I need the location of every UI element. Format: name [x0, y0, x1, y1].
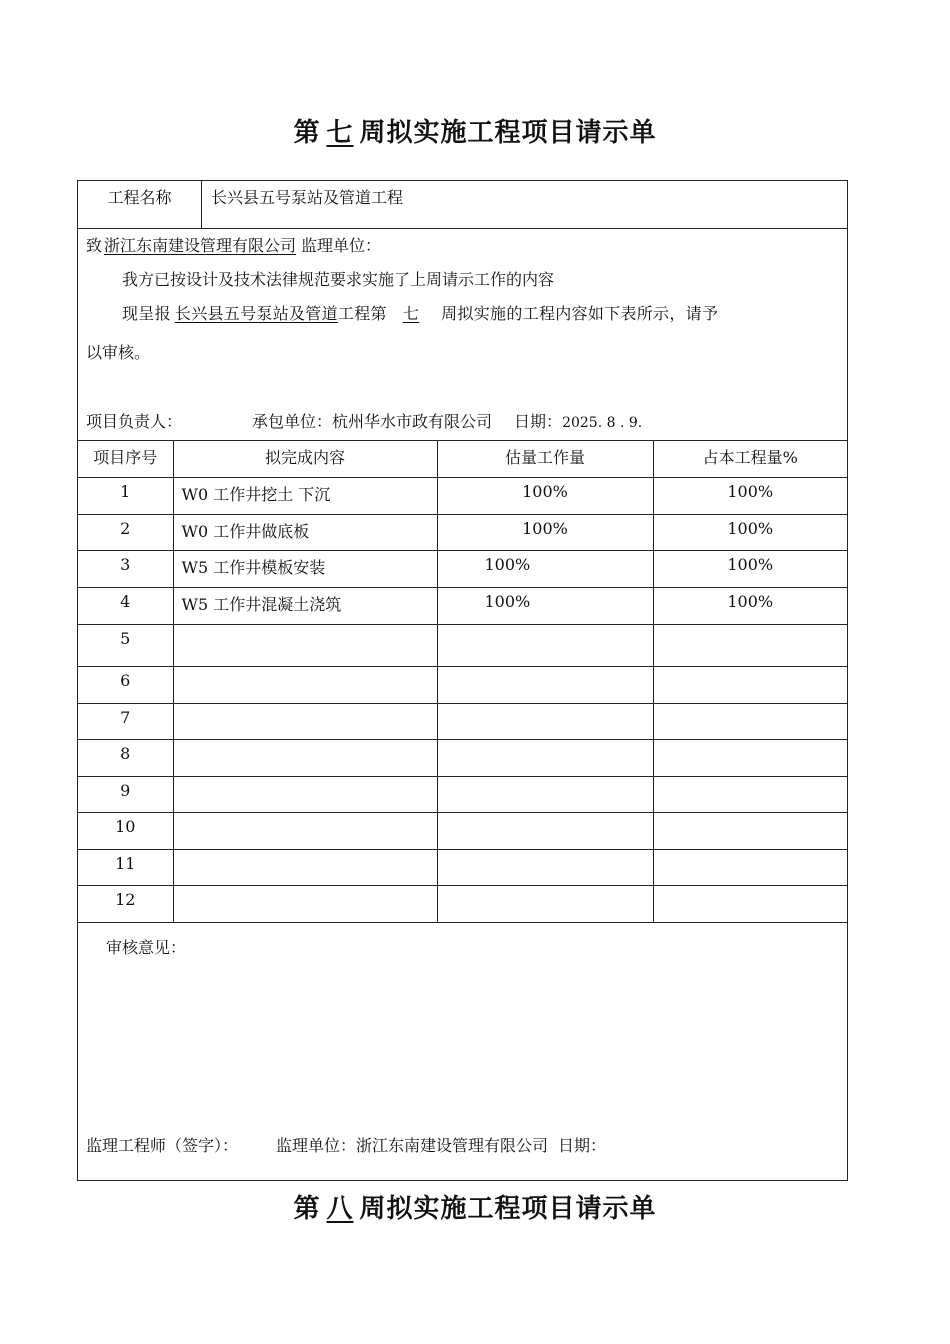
statement-line: 我方已按设计及技术法律规范要求实施了上周请示工作的内容	[122, 270, 555, 289]
table-row	[78, 885, 847, 922]
header-seq: 项目序号	[78, 441, 173, 477]
row-content	[173, 666, 437, 703]
row-seq: 7	[78, 703, 173, 739]
row-percent	[653, 885, 847, 922]
table-row	[78, 624, 847, 666]
row-seq: 8	[78, 739, 173, 776]
report-suffix: 周拟实施的工程内容如下表所示，请予	[441, 304, 719, 323]
table-row	[78, 514, 847, 550]
intro-section	[78, 229, 847, 441]
row-estimate	[437, 849, 653, 885]
next-page-title	[0, 1188, 950, 1225]
row-estimate	[437, 624, 653, 666]
review-unit-label: 监理单位：	[276, 1136, 357, 1155]
manager-label: 项目负责人：	[86, 412, 183, 431]
row-seq: 9	[78, 776, 173, 812]
row-seq: 6	[78, 666, 173, 703]
title-prefix: 第	[293, 1194, 321, 1224]
row-seq: 2	[78, 514, 173, 550]
table-header-row	[78, 441, 847, 477]
title-week-number: 七	[326, 118, 354, 148]
project-name-row	[78, 181, 847, 229]
row-content: W0 工作井做底板	[173, 514, 437, 550]
table-row	[78, 739, 847, 776]
row-content	[173, 624, 437, 666]
addressee-line	[86, 233, 381, 256]
report-line-end: 以审核。	[86, 343, 151, 362]
report-project: 长兴县五号泵站及管道	[174, 304, 338, 323]
row-content	[173, 776, 437, 812]
table-row	[78, 703, 847, 739]
row-percent	[653, 624, 847, 666]
row-estimate: 100%	[437, 514, 653, 550]
review-signature-line	[86, 1133, 606, 1156]
review-date-label: 日期：	[558, 1136, 607, 1155]
row-percent	[653, 849, 847, 885]
addressee-suffix: 监理单位：	[301, 236, 382, 255]
title-week-number: 八	[326, 1194, 354, 1224]
review-label: 审核意见：	[106, 938, 187, 957]
header-content: 拟完成内容	[173, 441, 437, 477]
page-title	[0, 112, 950, 149]
signature-line	[86, 409, 642, 432]
contractor-label: 承包单位：	[252, 412, 333, 431]
row-estimate: 100%	[437, 477, 653, 514]
row-content	[173, 849, 437, 885]
project-name-value: 长兴县五号泵站及管道工程	[211, 188, 404, 207]
table-row	[78, 550, 847, 587]
row-estimate	[437, 776, 653, 812]
addressee-prefix: 致	[86, 236, 103, 255]
row-seq: 4	[78, 587, 173, 624]
row-seq: 1	[78, 477, 173, 514]
header-estimate: 估量工作量	[437, 441, 653, 477]
row-percent	[653, 703, 847, 739]
report-week: 七	[402, 304, 420, 323]
review-unit-name: 浙江东南建设管理有限公司	[356, 1136, 549, 1155]
review-section	[78, 923, 847, 1180]
table-row	[78, 776, 847, 812]
row-content: W5 工作井模板安装	[173, 550, 437, 587]
table-row	[78, 812, 847, 849]
row-percent: 100%	[653, 587, 847, 624]
request-form	[77, 180, 848, 1181]
row-content: W0 工作井挖土 下沉	[173, 477, 437, 514]
title-suffix: 周拟实施工程项目请示单	[359, 1194, 657, 1224]
row-seq: 3	[78, 550, 173, 587]
row-estimate: 100%	[437, 587, 653, 624]
row-seq: 10	[78, 812, 173, 849]
row-seq: 5	[78, 624, 173, 666]
contractor-name: 杭州华水市政有限公司	[332, 412, 493, 431]
date-label: 日期：	[514, 412, 563, 431]
row-content	[173, 885, 437, 922]
row-percent	[653, 739, 847, 776]
row-content: W5 工作井混凝土浇筑	[173, 587, 437, 624]
row-content	[173, 703, 437, 739]
report-line	[122, 301, 718, 324]
row-percent	[653, 666, 847, 703]
report-mid: 工程第	[337, 304, 387, 323]
table-row	[78, 666, 847, 703]
row-seq: 11	[78, 849, 173, 885]
title-suffix: 周拟实施工程项目请示单	[359, 118, 657, 148]
work-items-table	[78, 441, 847, 923]
table-row	[78, 587, 847, 624]
row-estimate	[437, 812, 653, 849]
report-prefix: 现呈报	[122, 304, 171, 323]
row-estimate	[437, 666, 653, 703]
project-name-label: 工程名称	[78, 181, 202, 228]
title-prefix: 第	[293, 118, 321, 148]
row-estimate	[437, 739, 653, 776]
row-estimate: 100%	[437, 550, 653, 587]
row-percent: 100%	[653, 550, 847, 587]
engineer-label: 监理工程师（签字）：	[86, 1136, 239, 1155]
table-row	[78, 477, 847, 514]
row-estimate	[437, 885, 653, 922]
row-percent	[653, 812, 847, 849]
table-row	[78, 849, 847, 885]
date-value: 2025. 8 . 9.	[562, 415, 643, 431]
supervisor-company: 浙江东南建设管理有限公司	[104, 236, 297, 255]
row-estimate	[437, 703, 653, 739]
row-seq: 12	[78, 885, 173, 922]
header-percent: 占本工程量%	[653, 441, 847, 477]
row-percent	[653, 776, 847, 812]
row-percent: 100%	[653, 514, 847, 550]
row-percent: 100%	[653, 477, 847, 514]
row-content	[173, 812, 437, 849]
row-content	[173, 739, 437, 776]
